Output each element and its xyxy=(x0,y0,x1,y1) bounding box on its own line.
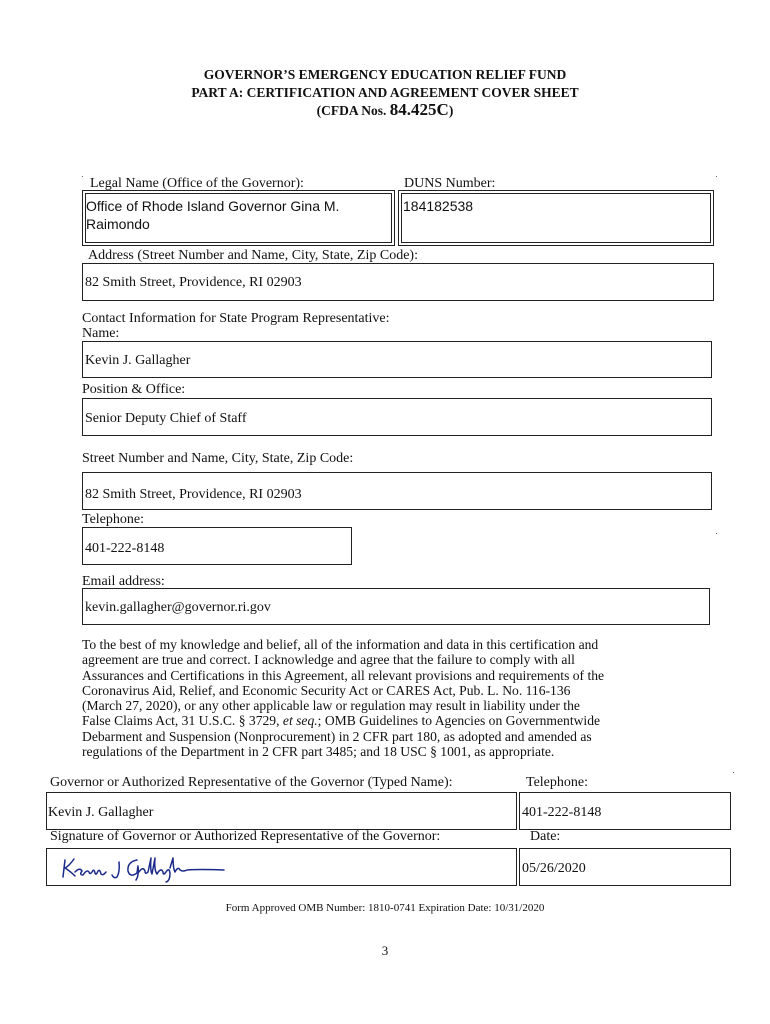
certification-line: regulations of the Department in 2 CFR part 3485; and 18 USC § 1001, as appropriate. xyxy=(82,744,555,760)
certification-text: ; OMB Guidelines to Agencies on Governmentwide xyxy=(317,713,601,729)
street-field[interactable] xyxy=(82,472,712,510)
email-label: Email address: xyxy=(82,574,165,589)
contact-name-label: Name: xyxy=(82,326,120,341)
cfda-suffix: ) xyxy=(448,103,454,118)
omb-footer: Form Approved OMB Number: 1810-0741 Expiration Date: 10/31/2020 xyxy=(225,902,545,914)
contact-telephone-value: 401-222-8148 xyxy=(85,541,165,556)
contact-section-label: Contact Information for State Program Representative: xyxy=(82,311,390,326)
legal-name-label: Legal Name (Office of the Governor): xyxy=(90,176,304,191)
email-field[interactable] xyxy=(82,588,710,625)
certification-line: Assurances and Certifications in this Agreement, all relevant provisions and requirements of the xyxy=(82,667,605,683)
certification-text: False Claims Act, 31 U.S.C. § 3729, xyxy=(82,713,283,729)
signature-field[interactable] xyxy=(46,848,517,886)
handwritten-signature xyxy=(59,850,259,884)
form-title-line-1: GOVERNOR’S EMERGENCY EDUCATION RELIEF FUND xyxy=(203,67,567,82)
page-number: 3 xyxy=(381,943,389,958)
legal-name-value-line-2: Raimondo xyxy=(86,216,150,232)
contact-name-field[interactable] xyxy=(82,341,712,378)
street-label: Street Number and Name, City, State, Zip Code: xyxy=(82,451,354,466)
cfda-prefix: (CFDA Nos. xyxy=(316,103,390,118)
form-title-line-3 xyxy=(0,101,770,119)
date-field[interactable] xyxy=(519,848,731,886)
governor-name-value: Kevin J. Gallagher xyxy=(48,805,154,820)
certification-line: To the best of my knowledge and belief, all of the information and data in this certification and xyxy=(82,637,599,652)
address-value: 82 Smith Street, Providence, RI 02903 xyxy=(85,275,302,290)
legal-name-field[interactable] xyxy=(82,190,395,246)
contact-telephone-label: Telephone: xyxy=(82,512,144,527)
certification-line: agreement are true and correct. I acknowledge and agree that the failure to comply with all xyxy=(82,652,575,668)
street-value: 82 Smith Street, Providence, RI 02903 xyxy=(85,487,302,502)
date-value: 05/26/2020 xyxy=(522,861,586,876)
signature-label: Signature of Governor or Authorized Representative of the Governor: xyxy=(50,829,441,844)
governor-name-field[interactable] xyxy=(46,792,517,830)
duns-field[interactable] xyxy=(398,190,714,246)
governor-telephone-field[interactable] xyxy=(519,792,731,830)
governor-telephone-value: 401-222-8148 xyxy=(522,805,602,820)
position-value: Senior Deputy Chief of Staff xyxy=(85,411,247,426)
form-title-line-2: PART A: CERTIFICATION AND AGREEMENT COVER SHEET xyxy=(191,85,579,100)
email-value: kevin.gallagher@governor.ri.gov xyxy=(85,600,271,615)
contact-telephone-field[interactable] xyxy=(82,527,352,565)
certification-line: Coronavirus Aid, Relief, and Economic Security Act or CARES Act, Pub. L. No. 116-136 xyxy=(82,682,571,698)
position-label: Position & Office: xyxy=(82,382,186,397)
address-label: Address (Street Number and Name, City, State, Zip Code): xyxy=(88,248,418,263)
position-field[interactable] xyxy=(82,398,712,436)
governor-name-label: Governor or Authorized Representative of the Governor (Typed Name): xyxy=(50,775,453,790)
certification-line: (March 27, 2020), or any other applicable law or regulation may result in liability under the xyxy=(82,698,580,714)
date-label: Date: xyxy=(530,829,561,844)
certification-line xyxy=(82,713,682,728)
certification-line: Debarment and Suspension (Nonprocurement) in 2 CFR part 180, as adopted and amended as xyxy=(82,728,592,744)
address-field[interactable] xyxy=(82,263,714,301)
certification-paragraph xyxy=(82,637,682,759)
signature-text xyxy=(47,849,54,850)
et-seq-italic: et seq. xyxy=(282,713,318,729)
governor-telephone-label: Telephone: xyxy=(526,775,588,790)
cfda-number: 84.425C xyxy=(389,100,449,119)
contact-name-value: Kevin J. Gallagher xyxy=(85,353,191,368)
duns-label: DUNS Number: xyxy=(404,176,496,191)
duns-value: 184182538 xyxy=(403,198,474,214)
legal-name-value-line-1: Office of Rhode Island Governor Gina M. xyxy=(86,198,340,214)
